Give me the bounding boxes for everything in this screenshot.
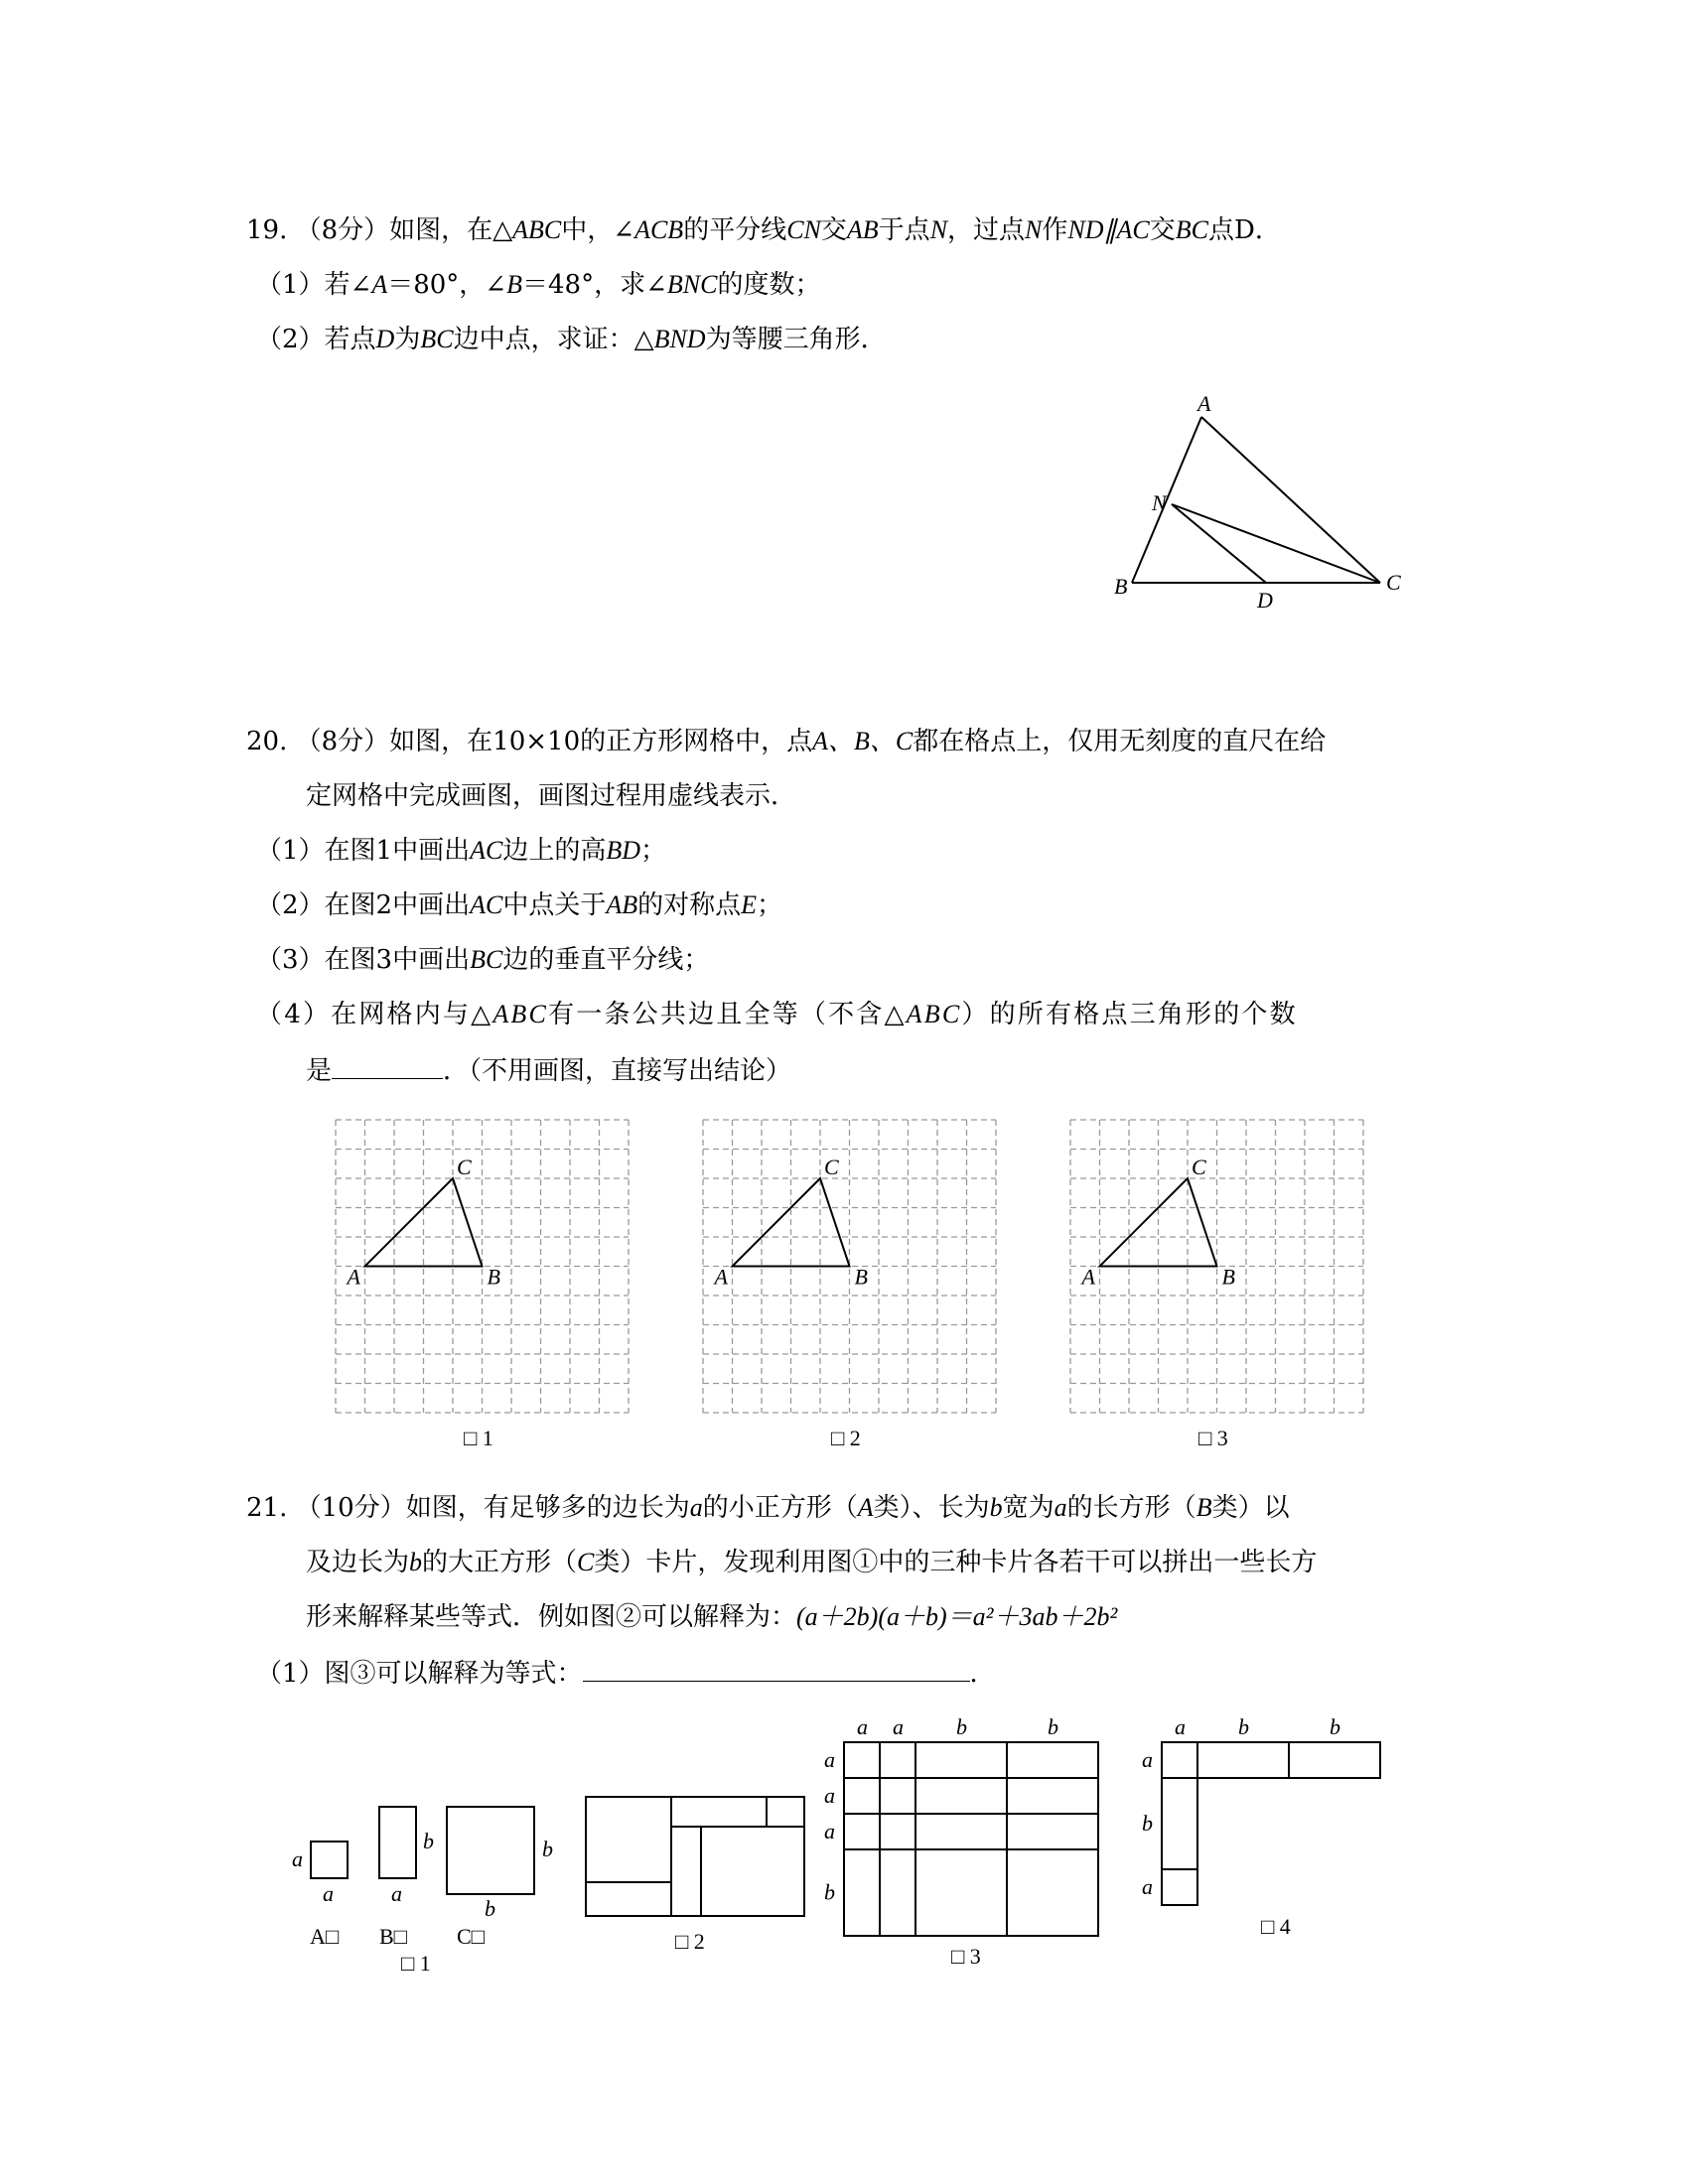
q21-part1: [256, 1655, 996, 1691]
q20-p4-var: ABC: [906, 1000, 962, 1028]
q20-p2-text: ；: [757, 890, 783, 920]
q19-text: 交: [1149, 215, 1176, 245]
fig4-top-label: a: [1175, 1714, 1186, 1739]
q21-score: （10分）: [295, 1493, 406, 1523]
q19-p1-text: ＝48°，求∠: [521, 270, 667, 300]
q21-var: b: [989, 1493, 1003, 1522]
q20-p1-text: ；: [640, 836, 667, 866]
q21-p1-text: ．: [969, 1659, 996, 1689]
q19-var: ND∥AC: [1067, 215, 1150, 244]
fig4-left-label: a: [1142, 1747, 1153, 1772]
q21-figure-3: [814, 1707, 1112, 1985]
q21-text: 类）以: [1211, 1493, 1290, 1523]
q21-text: 如图，有足够多的边长为: [405, 1493, 690, 1523]
q20-part1: [256, 834, 666, 868]
q20-p4-text: （4）在网格内与△: [256, 1000, 493, 1029]
q21-text: 类）、长为: [873, 1493, 990, 1523]
q20-text: 定网格中完成画图，画图过程用虚线表示．: [306, 781, 797, 811]
label-b: b: [542, 1837, 553, 1861]
q20-stem-line2: [306, 779, 796, 813]
fig4-square-a: [1162, 1742, 1197, 1778]
q20-p2-text: 中点关于: [502, 890, 607, 920]
q20-part3: [256, 943, 709, 977]
q20-grid-figure-3: [1062, 1112, 1360, 1449]
q20-p4-text: ）的所有格点三角形的个数: [961, 1000, 1298, 1029]
q20-stem: [246, 725, 1326, 758]
q19-var: AB: [846, 215, 879, 244]
fig3-left-label: a: [824, 1783, 835, 1808]
fig4-rect-b-1: [1197, 1742, 1289, 1778]
q19-p1-var: A: [371, 270, 388, 299]
q19-var: BC: [1175, 215, 1208, 244]
q21-text: 及边长为: [306, 1548, 410, 1577]
label-b: B: [1221, 1264, 1235, 1290]
q19-p1-text: ＝80°，∠: [387, 270, 507, 300]
fig3-left-label: a: [824, 1747, 835, 1772]
fig4-top-label: b: [1330, 1714, 1340, 1739]
grid-caption: □ 2: [831, 1426, 861, 1450]
card-c-caption: C□: [457, 1924, 485, 1949]
fig4-rect-b-2: [1289, 1742, 1380, 1778]
q19-score: （8分）: [295, 215, 390, 245]
label-n: N: [1152, 490, 1167, 515]
q21-var: b: [409, 1548, 423, 1576]
q21-number: 21.: [246, 1493, 288, 1523]
q20-p3-var: BC: [470, 945, 503, 974]
segment-ac: [1201, 417, 1380, 583]
q19-stem: [246, 213, 1281, 247]
q19-p2-text: 为等腰三角形．: [705, 325, 887, 354]
q21-stem: [246, 1491, 1290, 1525]
q21-text: 的大正方形（: [422, 1548, 578, 1577]
q19-var: CN: [786, 215, 821, 244]
label-b: b: [423, 1829, 434, 1853]
q19-text: 中，∠: [561, 215, 635, 245]
figure-1-caption: □ 1: [401, 1951, 431, 1976]
q19-p2-text: 为: [394, 325, 421, 354]
card-b-caption: B□: [379, 1924, 407, 1949]
q19-var: N: [1025, 215, 1043, 244]
fig3-outer: [844, 1742, 1098, 1936]
q19-text: 交: [820, 215, 847, 245]
q20-p2-var: AB: [606, 890, 638, 919]
fig3-top-label: a: [893, 1714, 904, 1739]
q21-stem-line2: [306, 1546, 1317, 1579]
card-b-rectangle: [379, 1807, 416, 1878]
segment-nc: [1172, 504, 1380, 583]
q21-figure-1-cards: [278, 1787, 576, 1985]
label-a: A: [1197, 391, 1211, 416]
q19-var: ACB: [634, 215, 684, 244]
fig4-square-a-bottom: [1162, 1869, 1197, 1905]
q21-answer-blank[interactable]: [583, 1655, 970, 1682]
q19-p1-var: BNC: [666, 270, 718, 299]
q21-p1-text: （1）图③可以解释为等式：: [256, 1659, 583, 1689]
q21-var: A: [857, 1493, 874, 1522]
q19-text: 的平分线: [683, 215, 787, 245]
q19-p2-var: BND: [653, 325, 706, 353]
fig3-top-label: a: [857, 1714, 868, 1739]
q20-answer-blank[interactable]: [332, 1052, 443, 1079]
q20-p1-var: BD: [606, 836, 641, 865]
q20-p2-var: E: [741, 890, 758, 919]
q19-p2-text: （2）若点: [256, 325, 376, 354]
label-a: A: [347, 1264, 360, 1290]
q19-p2-text: 边中点，求证：△: [453, 325, 654, 354]
q20-p1-text: 边上的高: [502, 836, 607, 866]
q19-text: 作: [1042, 215, 1068, 245]
fig4-left-label: a: [1142, 1874, 1153, 1899]
q20-var: A、B、C: [812, 727, 914, 755]
label-a: a: [391, 1881, 402, 1906]
q20-p3-text: （3）在图3中画出: [256, 945, 471, 975]
card-a-caption: A□: [310, 1924, 340, 1949]
q21-figure-2: [576, 1787, 814, 1966]
grid-caption: □ 3: [1198, 1426, 1228, 1450]
q19-part1: [256, 268, 820, 302]
q20-p4-var: ABC: [492, 1000, 549, 1028]
q20-text: 都在格点上，仅用无刻度的直尺在给: [913, 727, 1327, 756]
q20-part4-line2: [306, 1052, 791, 1088]
q19-p2-var: BC: [420, 325, 454, 353]
q21-text: 宽为: [1002, 1493, 1055, 1523]
label-a: A: [714, 1264, 728, 1290]
card-c-square: [447, 1807, 534, 1894]
q21-figure-4: [1132, 1707, 1400, 1946]
fig2-outer: [586, 1797, 804, 1916]
q21-example-equation: (a＋2b)(a＋b)＝a²＋3ab＋2b²: [796, 1602, 1118, 1631]
q19-text: 如图，在△: [389, 215, 513, 245]
q21-stem-line3: [306, 1600, 1117, 1634]
card-a-square: [311, 1842, 348, 1878]
label-b: b: [485, 1896, 495, 1921]
q20-p2-text: 的对称点: [637, 890, 742, 920]
fig4-rect-b-vertical: [1162, 1778, 1197, 1869]
fig3-left-label: b: [824, 1879, 835, 1905]
q20-p4-text: 有一条公共边且全等（不含△: [548, 1000, 907, 1029]
q21-text: 的长方形（: [1066, 1493, 1196, 1523]
q19-text: ，过点: [947, 215, 1026, 245]
label-c: C: [824, 1155, 839, 1179]
q20-p4-text: 是: [306, 1056, 333, 1086]
q20-score: （8分）: [295, 727, 390, 756]
label-c: C: [1192, 1155, 1206, 1179]
q20-part2: [256, 888, 782, 922]
label-d: D: [1257, 588, 1273, 613]
q19-p1-var: B: [506, 270, 522, 299]
figure-4-caption: □ 4: [1261, 1914, 1291, 1939]
q20-p3-text: 边的垂直平分线；: [502, 945, 710, 975]
q21-var: B: [1196, 1493, 1212, 1522]
q20-p1-var: AC: [470, 836, 503, 865]
q19-part2: [256, 323, 887, 356]
q20-grid-figure-2: [695, 1112, 993, 1449]
segment-ab: [1132, 417, 1201, 583]
q20-part4: [256, 998, 1298, 1031]
q20-text: 如图，在10×10的正方形网格中，点: [389, 727, 813, 756]
q21-var: C: [577, 1548, 595, 1576]
q21-var: a: [1054, 1493, 1067, 1522]
q20-grid-figure-1: [328, 1112, 626, 1449]
q21-var: a: [689, 1493, 703, 1522]
q19-triangle-figure: [1092, 387, 1430, 625]
label-b: B: [854, 1264, 868, 1290]
q19-text: 于点: [878, 215, 930, 245]
label-c: C: [1386, 570, 1401, 595]
q19-p1-text: （1）若∠: [256, 270, 372, 300]
q20-p2-var: AC: [470, 890, 503, 919]
q20-p4-text: ．（不用画图，直接写出结论）: [443, 1056, 792, 1086]
q20-number: 20.: [246, 727, 288, 756]
label-b: B: [1114, 574, 1128, 599]
q19-p1-text: 的度数；: [717, 270, 821, 300]
q21-text: 的小正方形（: [702, 1493, 858, 1523]
fig4-top-label: b: [1238, 1714, 1249, 1739]
label-a: a: [323, 1881, 334, 1906]
label-b: B: [487, 1264, 500, 1290]
figure-2-caption: □ 2: [675, 1929, 705, 1954]
q19-text: 点D．: [1208, 215, 1281, 245]
label-a: A: [1081, 1264, 1095, 1290]
q19-var: N: [929, 215, 948, 244]
segment-nd: [1172, 504, 1266, 583]
label-c: C: [457, 1155, 472, 1179]
figure-3-caption: □ 3: [951, 1944, 981, 1969]
q20-p2-text: （2）在图2中画出: [256, 890, 471, 920]
grid-caption: □ 1: [464, 1426, 493, 1450]
label-a: a: [292, 1846, 303, 1871]
q21-text: 形来解释某些等式．例如图②可以解释为：: [306, 1602, 797, 1632]
q19-p2-var: D: [375, 325, 395, 353]
q20-p1-text: （1）在图1中画出: [256, 836, 471, 866]
q19-number: 19.: [246, 215, 288, 245]
fig3-top-label: b: [1048, 1714, 1058, 1739]
q21-text: 类）卡片，发现利用图①中的三种卡片各若干可以拼出一些长方: [594, 1548, 1318, 1577]
fig3-left-label: a: [824, 1819, 835, 1843]
fig3-top-label: b: [956, 1714, 967, 1739]
fig4-left-label: b: [1142, 1811, 1153, 1836]
q19-var: ABC: [512, 215, 562, 244]
